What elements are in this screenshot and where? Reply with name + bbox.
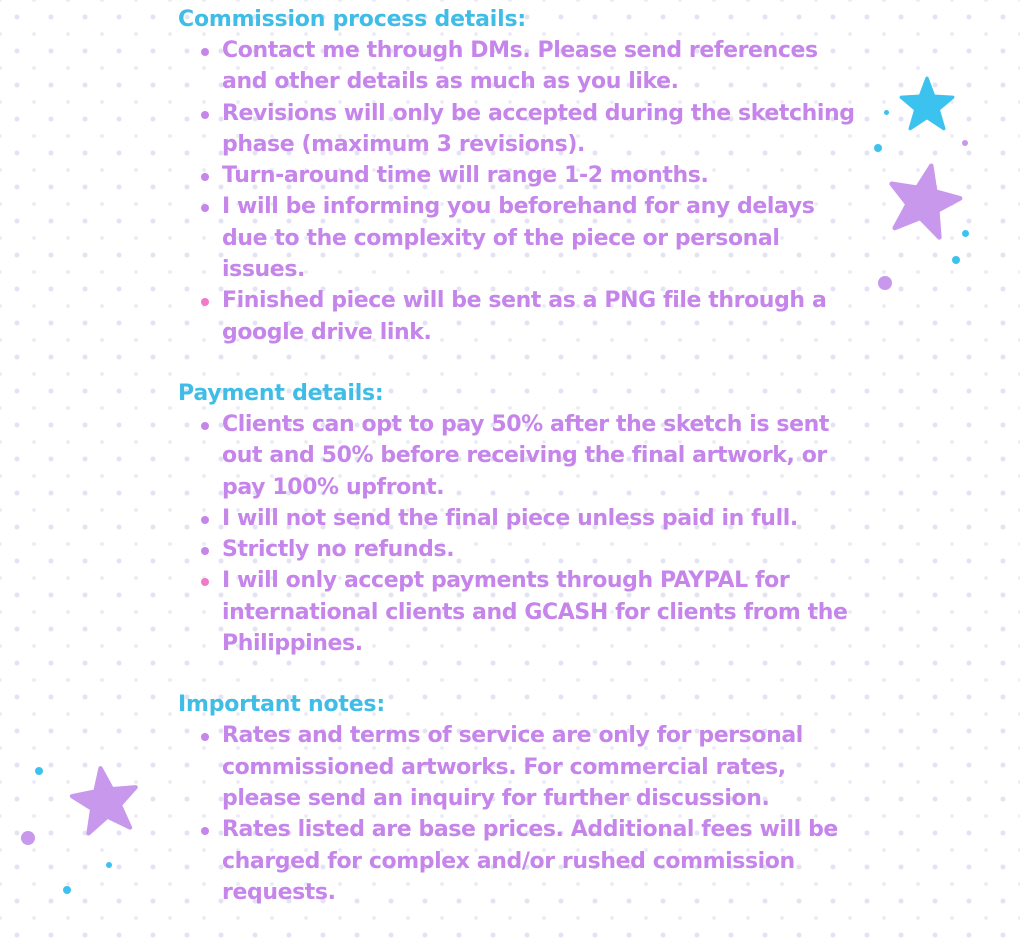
list-item: Strictly no refunds.: [222, 534, 858, 565]
bullet-list: [178, 720, 858, 908]
dot-icon: [878, 276, 892, 290]
section-heading: Commission process details:: [178, 7, 526, 32]
bullet-list: [178, 409, 858, 659]
list-item: I will be informing you beforehand for any delays due to the complexity of the piece or personal issues.: [222, 191, 858, 285]
list-item: Turn-around time will range 1-2 months.: [222, 160, 858, 191]
dot-icon: [21, 831, 35, 845]
section-commission-process: [178, 4, 858, 348]
list-item: I will not send the final piece unless paid in full.: [222, 503, 858, 534]
dot-icon: [35, 767, 43, 775]
section-important-notes: [178, 689, 858, 908]
terms-content: [178, 4, 858, 938]
list-item: Rates and terms of service are only for personal commissioned artworks. For commercial rates, please send an inquiry for further discussion.: [222, 720, 858, 814]
star-icon-purple: [878, 151, 970, 249]
star-icon-blue: [898, 76, 956, 132]
list-item: Clients can opt to pay 50% after the sketch is sent out and 50% before receiving the final artwork, or pay 100% upfront.: [222, 409, 858, 503]
section-heading: Important notes:: [178, 692, 385, 718]
list-item: Rates listed are base prices. Additional fees will be charged for complex and/or rushed commission requests.: [222, 814, 858, 908]
list-item: Finished piece will be sent as a PNG file through a google drive link.: [222, 285, 858, 348]
dot-icon: [884, 110, 889, 115]
dot-icon: [952, 256, 960, 264]
dot-icon: [874, 144, 882, 152]
dot-icon: [106, 862, 112, 868]
section-heading: Payment details:: [178, 380, 384, 406]
dot-icon: [63, 886, 71, 894]
dot-icon: [962, 230, 969, 237]
section-payment-details: [178, 378, 858, 659]
bullet-list: [178, 35, 858, 348]
list-item: I will only accept payments through PAYPAL for international clients and GCASH for clients from the Philippines.: [222, 565, 858, 659]
dot-icon: [962, 140, 968, 146]
star-icon-purple: [65, 759, 144, 840]
list-item: Contact me through DMs. Please send references and other details as much as you like.: [222, 35, 858, 98]
list-item: Revisions will only be accepted during the sketching phase (maximum 3 revisions).: [222, 98, 858, 161]
